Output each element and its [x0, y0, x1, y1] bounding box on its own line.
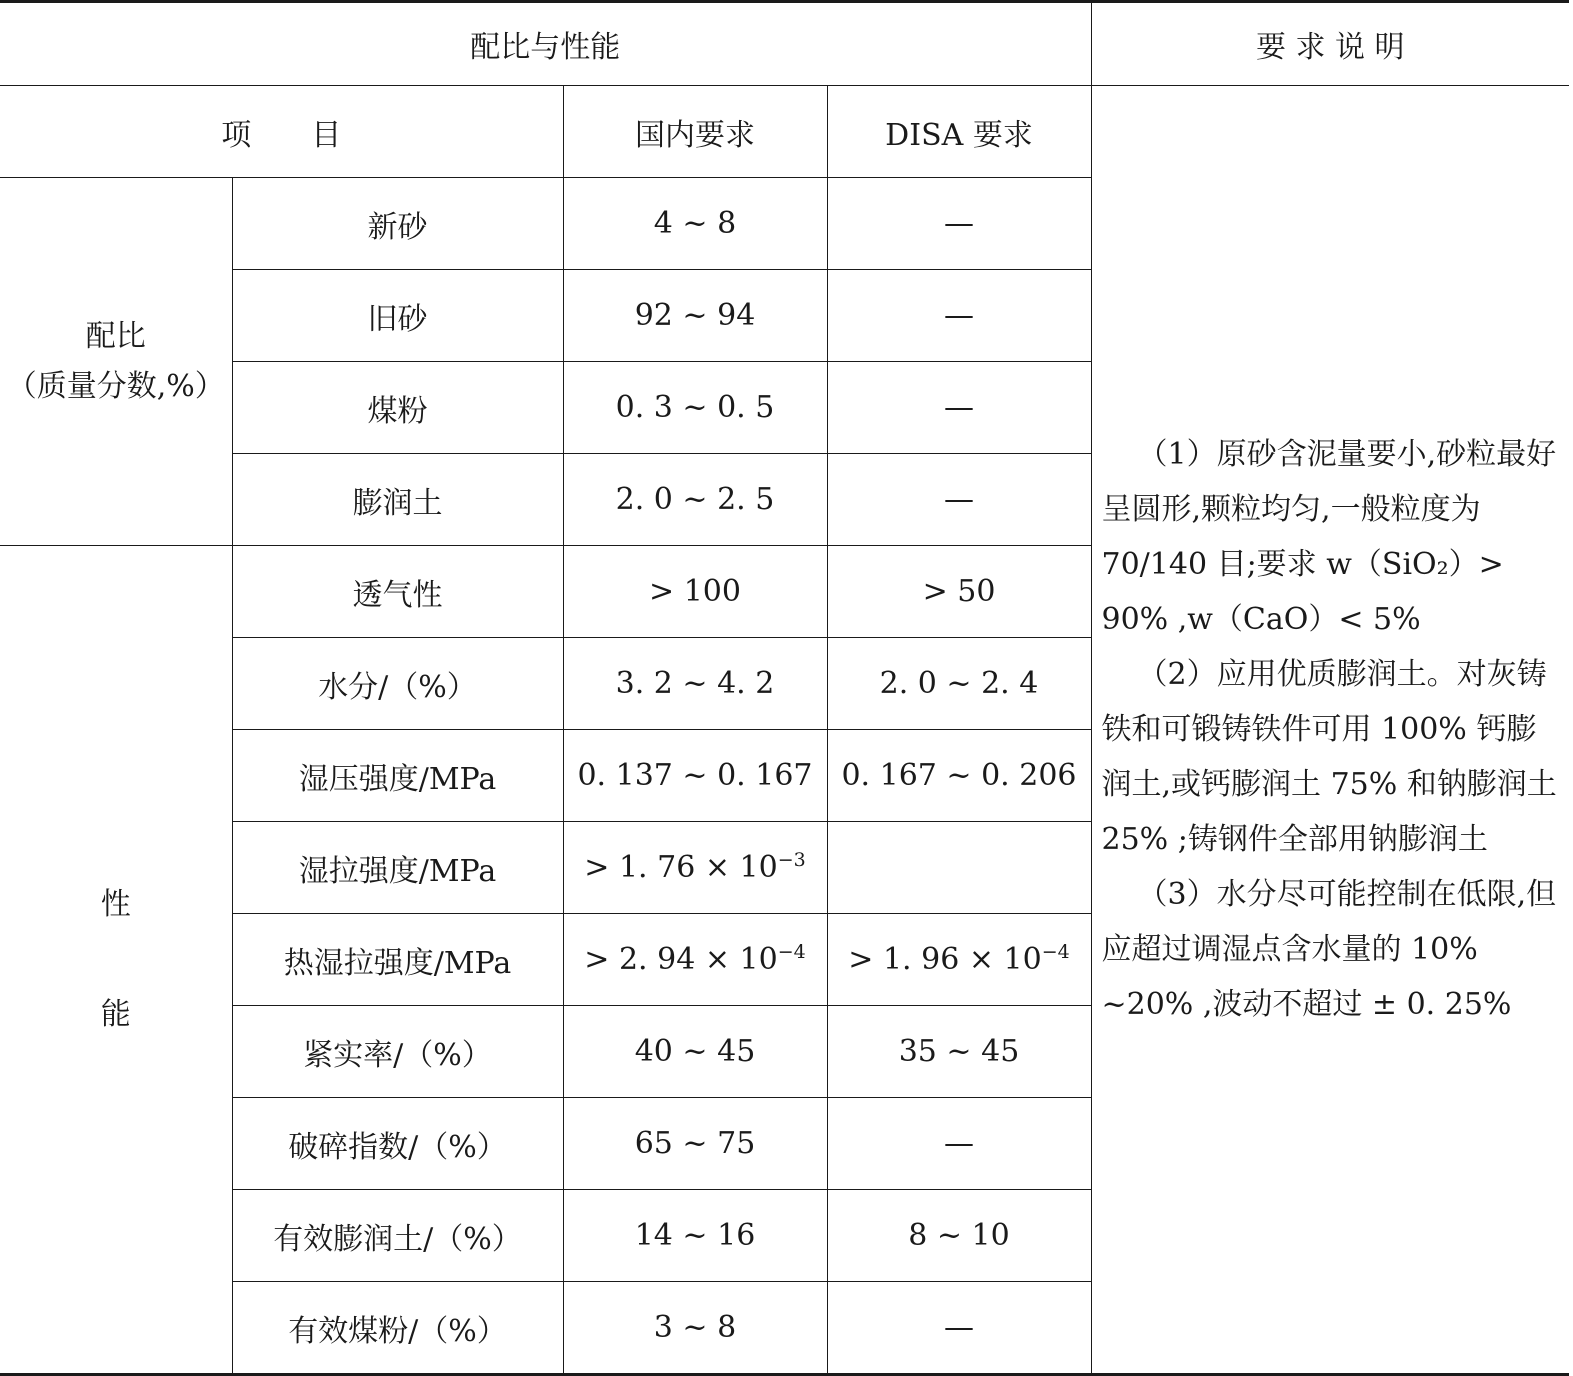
group-performance-char2: 能	[100, 996, 131, 1032]
requirements-notes	[1091, 86, 1569, 1375]
row-domestic: 3. 2 ~ 4. 2	[563, 638, 827, 730]
row-name: 热湿拉强度/MPa	[232, 914, 563, 1006]
row-name: 破碎指数/（%）	[232, 1098, 563, 1190]
row-disa: 35 ~ 45	[827, 1006, 1091, 1098]
row-disa: 8 ~ 10	[827, 1190, 1091, 1282]
row-name: 有效膨润土/（%）	[232, 1190, 563, 1282]
subheader-item: 项 目	[0, 86, 563, 178]
row-disa: —	[827, 1098, 1091, 1190]
row-domestic: 14 ~ 16	[563, 1190, 827, 1282]
value-exponent: −4	[777, 941, 806, 963]
row-name: 湿压强度/MPa	[232, 730, 563, 822]
row-name: 旧砂	[232, 270, 563, 362]
value-base: > 2. 94 × 10	[584, 942, 778, 977]
row-domestic: 0. 3 ~ 0. 5	[563, 362, 827, 454]
row-name: 水分/（%）	[232, 638, 563, 730]
value-exponent: −4	[1041, 941, 1070, 963]
row-domestic: 40 ~ 45	[563, 1006, 827, 1098]
note-3: （3）水分尽可能控制在低限,但应超过调湿点含水量的 10% ~20% ,波动不超过 ± 0. 25%	[1101, 877, 1557, 1022]
row-domestic: 3 ~ 8	[563, 1282, 827, 1375]
row-domestic	[563, 822, 827, 914]
row-disa	[827, 914, 1091, 1006]
row-name: 透气性	[232, 546, 563, 638]
row-domestic: 65 ~ 75	[563, 1098, 827, 1190]
group-mix-unit: （质量分数,%）	[6, 368, 225, 404]
row-name: 紧实率/（%）	[232, 1006, 563, 1098]
row-disa: —	[827, 178, 1091, 270]
note-2: （2）应用优质膨润土。对灰铸铁和可锻铸铁件可用 100% 钙膨润土,或钙膨润土 75% 和钠膨润土 25% ;铸钢件全部用钠膨润土	[1101, 657, 1557, 857]
row-domestic: > 100	[563, 546, 827, 638]
note-1: （1）原砂含泥量要小,砂粒最好呈圆形,颗粒均匀,一般粒度为 70/140 目;要求 w（SiO₂）> 90% ,w（CaO）< 5%	[1101, 437, 1557, 637]
group-performance	[0, 546, 232, 1375]
value-base: > 1. 96 × 10	[848, 942, 1042, 977]
header-mix-performance: 配比与性能	[0, 2, 1091, 86]
row-name: 湿拉强度/MPa	[232, 822, 563, 914]
value-exponent: −3	[777, 849, 806, 871]
row-domestic	[563, 914, 827, 1006]
value-base: > 1. 76 × 10	[584, 850, 778, 885]
row-name: 新砂	[232, 178, 563, 270]
row-name: 有效煤粉/（%）	[232, 1282, 563, 1375]
row-domestic: 4 ~ 8	[563, 178, 827, 270]
header-requirements: 要 求 说 明	[1091, 2, 1569, 86]
row-disa: —	[827, 1282, 1091, 1375]
row-disa: 2. 0 ~ 2. 4	[827, 638, 1091, 730]
subheader-disa: DISA 要求	[827, 86, 1091, 178]
group-mix	[0, 178, 232, 546]
row-disa: —	[827, 362, 1091, 454]
group-mix-title: 配比	[85, 318, 146, 354]
row-domestic: 0. 137 ~ 0. 167	[563, 730, 827, 822]
row-disa: > 50	[827, 546, 1091, 638]
row-disa: 0. 167 ~ 0. 206	[827, 730, 1091, 822]
subheader-domestic: 国内要求	[563, 86, 827, 178]
row-name: 膨润土	[232, 454, 563, 546]
row-domestic: 92 ~ 94	[563, 270, 827, 362]
group-performance-char1: 性	[100, 886, 131, 922]
row-disa: —	[827, 270, 1091, 362]
row-disa	[827, 822, 1091, 914]
row-disa: —	[827, 454, 1091, 546]
row-domestic: 2. 0 ~ 2. 5	[563, 454, 827, 546]
row-name: 煤粉	[232, 362, 563, 454]
